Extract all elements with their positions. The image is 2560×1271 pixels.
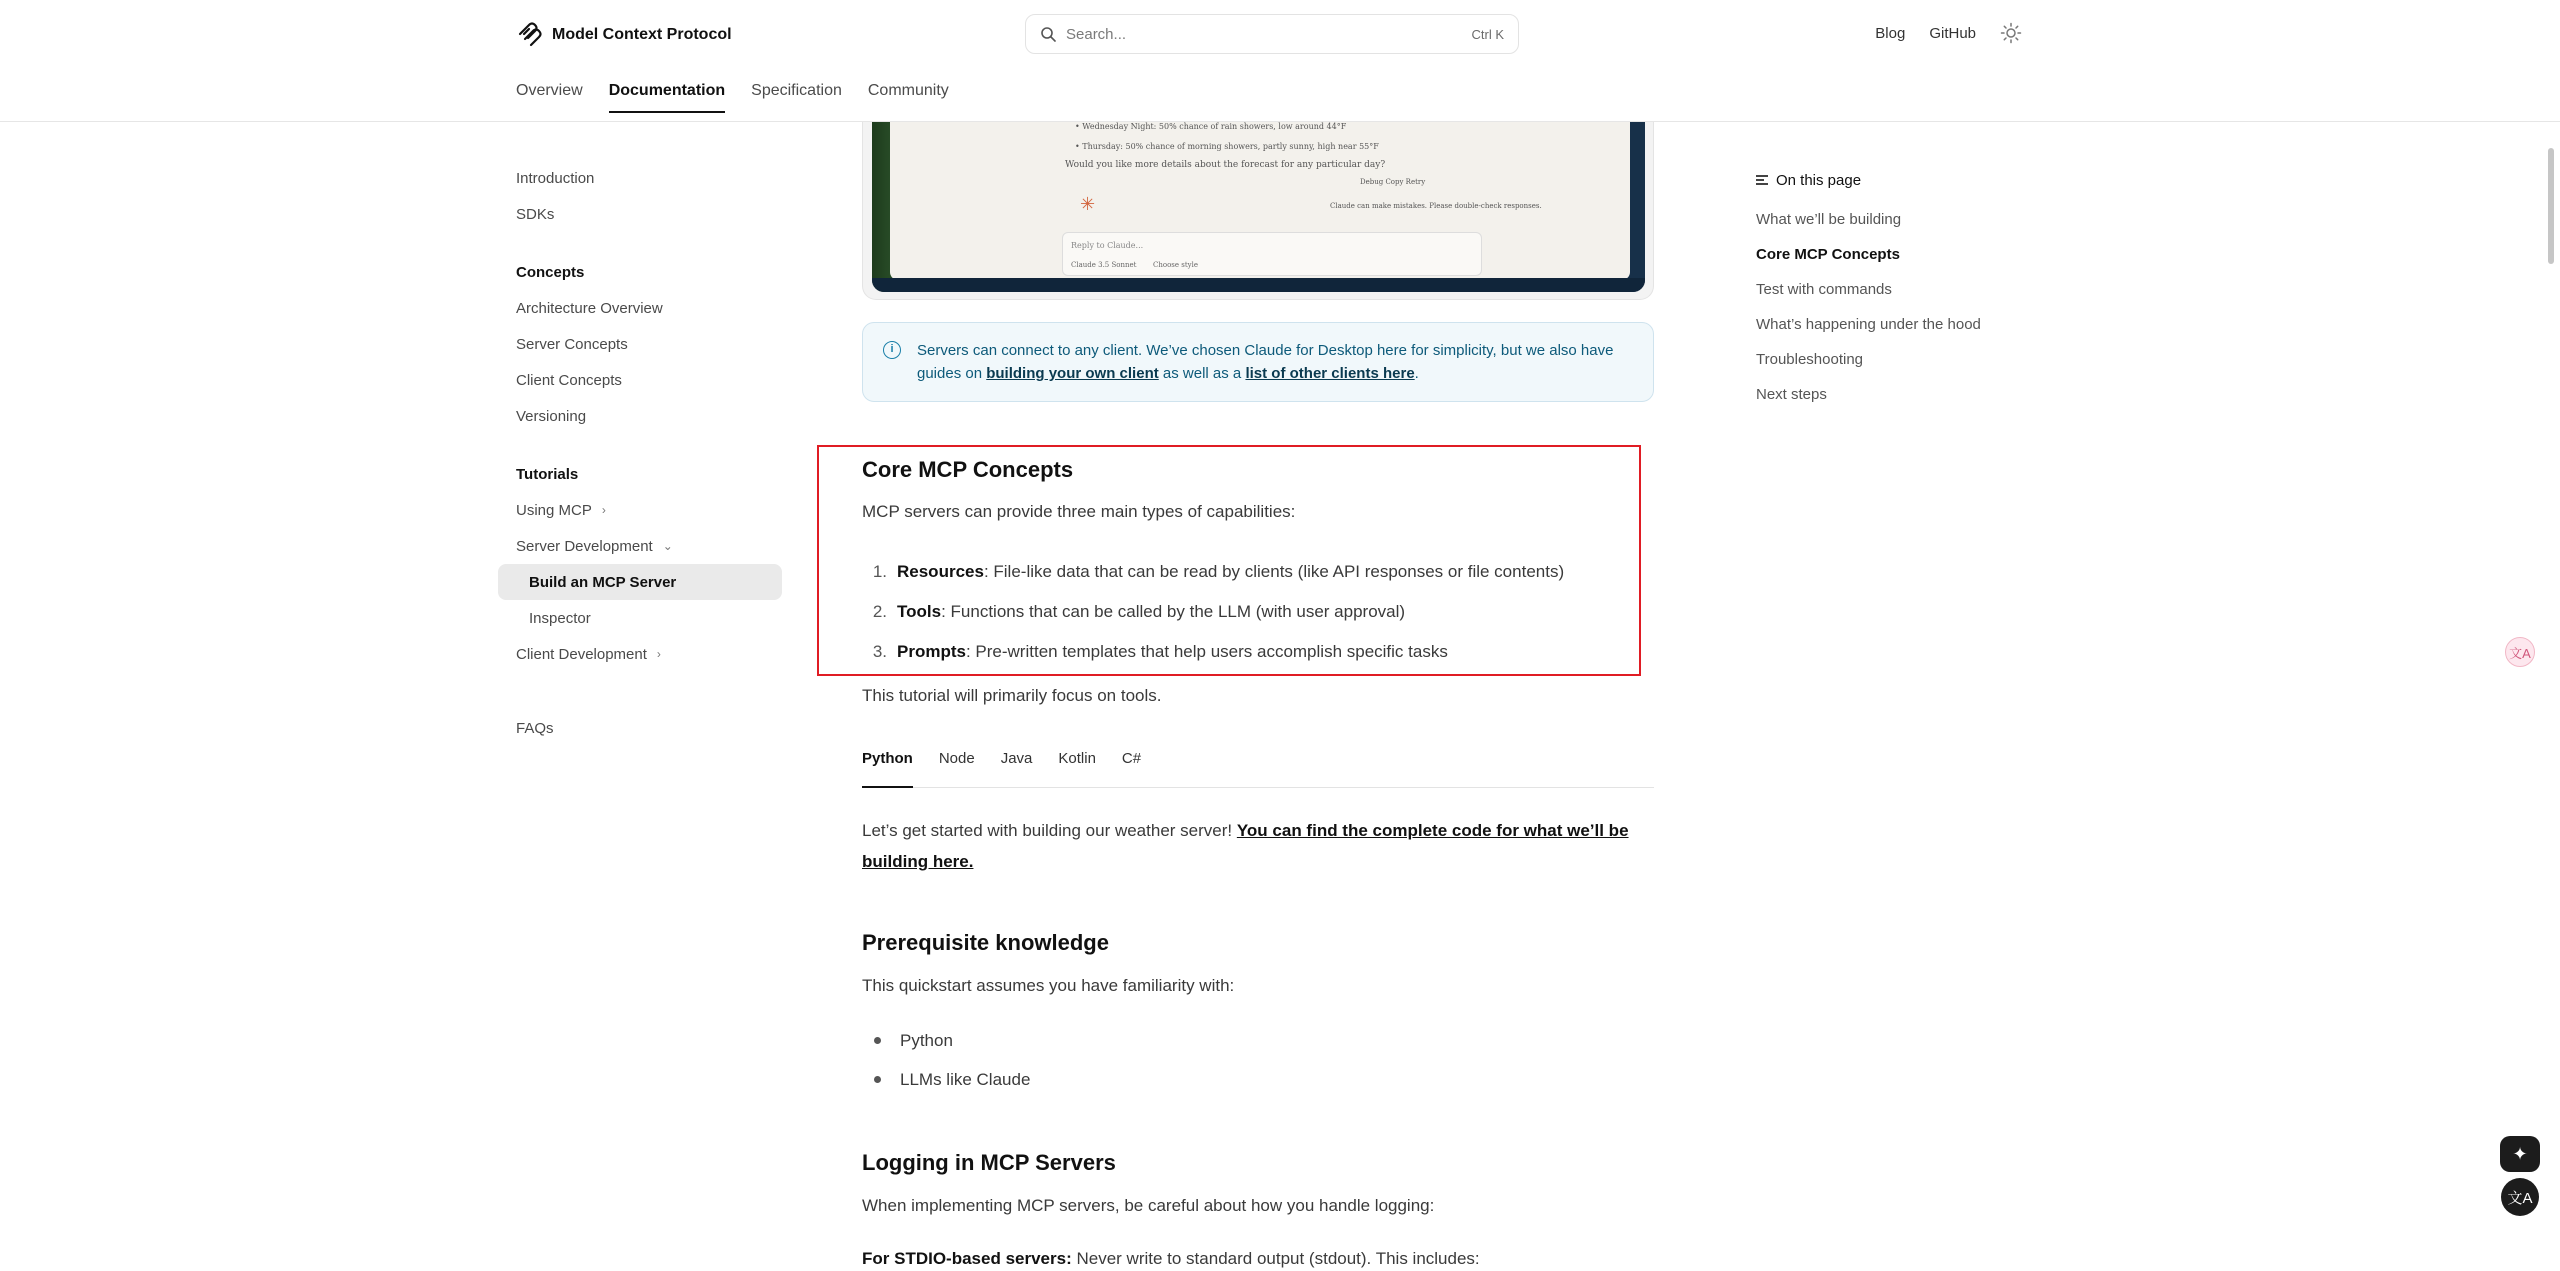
tab-node[interactable]: Node [938, 750, 975, 767]
screenshot-text: Claude can make mistakes. Please double-check responses. [1330, 202, 1542, 210]
tab-documentation[interactable]: Documentation [609, 82, 725, 112]
mcp-logo-icon [516, 21, 544, 49]
list-number: 3. [872, 642, 887, 661]
list-number: 1. [872, 562, 887, 581]
core-intro-text: MCP servers can provide three main types of capabilities: [862, 502, 1296, 521]
screenshot-text: Would you like more details about the forecast for any particular day? [1065, 160, 1386, 170]
search-placeholder: Search... [1066, 25, 1127, 43]
prerequisite-heading: Prerequisite knowledge [862, 930, 1109, 955]
top-navigation [0, 0, 2560, 122]
capabilities-list [862, 552, 1642, 672]
tab-overview[interactable]: Overview [516, 82, 583, 99]
sidebar-item-label: Client Development [516, 645, 647, 663]
toc-item-whats-happening[interactable]: What’s happening under the hood [1756, 316, 1981, 333]
page-scrollbar[interactable] [2548, 148, 2554, 264]
list-item [862, 592, 1642, 632]
screenshot-text: Claude 3.5 Sonnet [1071, 261, 1137, 269]
blog-link[interactable]: Blog [1875, 24, 1906, 42]
sidebar-item-server-development[interactable] [498, 528, 782, 564]
tab-java[interactable]: Java [1000, 750, 1033, 767]
toc-item-core-mcp-concepts[interactable]: Core MCP Concepts [1756, 246, 1900, 263]
sidebar-item-client-development[interactable] [498, 636, 782, 672]
docs-sidebar [498, 160, 782, 746]
main-tabs [516, 82, 949, 112]
screenshot-text: • Wednesday Night: 50% chance of rain showers, low around 44°F [1075, 122, 1347, 131]
list-term: Resources [897, 562, 984, 581]
screenshot-reply-box [1062, 232, 1482, 276]
list-item [862, 552, 1642, 592]
sidebar-item-build-an-mcp-server[interactable]: Build an MCP Server [498, 564, 782, 600]
callout-text: as well as a [1158, 365, 1246, 382]
toc-item-troubleshooting[interactable]: Troubleshooting [1756, 351, 1864, 368]
site-logo[interactable] [516, 20, 732, 50]
getting-started-paragraph [862, 815, 1652, 877]
tab-python[interactable]: Python [862, 750, 913, 787]
table-of-contents [1756, 168, 1981, 412]
list-item [862, 632, 1642, 672]
sidebar-group-concepts: Concepts [516, 263, 585, 281]
sidebar-item-using-mcp[interactable] [498, 492, 782, 528]
sidebar-item-label: Using MCP [516, 501, 592, 519]
sidebar-item-client-concepts[interactable]: Client Concepts [516, 371, 622, 389]
language-tabs [862, 750, 1654, 788]
info-callout [862, 322, 1654, 402]
stdio-text: Never write to standard output (stdout). This includes: [1071, 1249, 1480, 1268]
bullet-icon [874, 1076, 881, 1083]
prerequisite-list [862, 1021, 1030, 1099]
list-desc: : Pre-written templates that help users accomplish specific tasks [965, 642, 1448, 661]
chevron-right-icon: › [656, 647, 661, 661]
screenshot-taskbar [872, 278, 1645, 292]
screenshot-image [872, 122, 1645, 292]
tab-csharp[interactable]: C# [1121, 750, 1142, 767]
sidebar-item-inspector[interactable]: Inspector [529, 609, 591, 627]
info-icon: i [883, 341, 901, 359]
list-term: Tools [897, 602, 942, 621]
sidebar-item-faqs[interactable]: FAQs [516, 719, 554, 737]
search-input[interactable] [1025, 14, 1519, 54]
tab-community[interactable]: Community [867, 82, 949, 99]
list-text: Python [900, 1030, 953, 1050]
translate-float-icon[interactable]: 文A [2505, 637, 2535, 667]
theme-toggle-sun-icon[interactable] [2000, 22, 2022, 44]
list-term: Prompts [897, 642, 966, 661]
list-of-other-clients-link[interactable]: list of other clients here [1245, 365, 1415, 382]
core-mcp-concepts-heading: Core MCP Concepts [862, 457, 1074, 482]
toc-title: On this page [1776, 171, 1862, 189]
sidebar-item-introduction[interactable]: Introduction [516, 169, 595, 187]
bullet-icon [874, 1037, 881, 1044]
list-item [862, 1021, 1030, 1060]
claude-desktop-screenshot [862, 122, 1654, 300]
translate-button[interactable]: 文A [2501, 1178, 2539, 1216]
claude-star-icon: ✳ [1080, 194, 1096, 215]
toc-heading [1756, 168, 1981, 192]
sidebar-item-sdks[interactable]: SDKs [516, 205, 555, 223]
github-link[interactable]: GitHub [1929, 24, 1976, 42]
screenshot-text: Reply to Claude... [1071, 241, 1144, 250]
sidebar-item-architecture-overview[interactable]: Architecture Overview [516, 299, 663, 317]
search-shortcut: Ctrl K [1471, 26, 1504, 42]
toc-item-what-well-be-building[interactable]: What we’ll be building [1756, 211, 1902, 228]
screenshot-text: • Thursday: 50% chance of morning showers, partly sunny, high near 55°F [1075, 142, 1379, 151]
list-text: LLMs like Claude [900, 1069, 1031, 1089]
sidebar-item-versioning[interactable]: Versioning [516, 407, 587, 425]
toc-item-test-with-commands[interactable]: Test with commands [1756, 281, 1892, 298]
stdio-paragraph [862, 1249, 1480, 1269]
building-your-own-client-link[interactable]: building your own client [986, 365, 1159, 382]
tab-kotlin[interactable]: Kotlin [1058, 750, 1096, 767]
list-desc: : Functions that can be called by the LLM (with user approval) [941, 602, 1406, 621]
chevron-down-icon: ⌄ [662, 539, 673, 553]
prerequisite-intro: This quickstart assumes you have familiarity with: [862, 976, 1235, 995]
chevron-right-icon: › [601, 503, 606, 517]
logging-intro: When implementing MCP servers, be careful about how you handle logging: [862, 1196, 1435, 1215]
screenshot-text: Choose style [1153, 261, 1198, 269]
sidebar-item-server-concepts[interactable]: Server Concepts [516, 335, 628, 353]
ai-assistant-button[interactable]: ✦ [2500, 1136, 2540, 1172]
getting-started-text: Let’s get started with building our weather server! [862, 821, 1237, 840]
sidebar-item-label: Server Development [516, 537, 653, 555]
callout-text: . [1414, 365, 1419, 382]
list-desc: : File-like data that can be read by clients (like API responses or file contents) [983, 562, 1565, 581]
list-icon [1756, 175, 1768, 185]
tab-specification[interactable]: Specification [751, 82, 842, 99]
logo-text: Model Context Protocol [552, 26, 732, 43]
callout-text: Servers can connect to any client. We’ve chosen Claude for Desktop here for simplicity, but we also have guides on [917, 342, 1614, 382]
list-item [862, 1060, 1030, 1099]
sidebar-group-tutorials: Tutorials [516, 465, 579, 483]
tutorial-focus-text: This tutorial will primarily focus on tools. [862, 686, 1162, 705]
list-number: 2. [872, 602, 887, 621]
toc-item-next-steps[interactable]: Next steps [1756, 386, 1827, 403]
stdio-label: For STDIO-based servers: [862, 1249, 1072, 1268]
complete-code-link[interactable]: You can find the complete code for what we’ll be building here. [862, 821, 1629, 871]
screenshot-text: Debug Copy Retry [1360, 178, 1426, 186]
logging-heading: Logging in MCP Servers [862, 1150, 1116, 1175]
search-icon [1040, 26, 1056, 42]
